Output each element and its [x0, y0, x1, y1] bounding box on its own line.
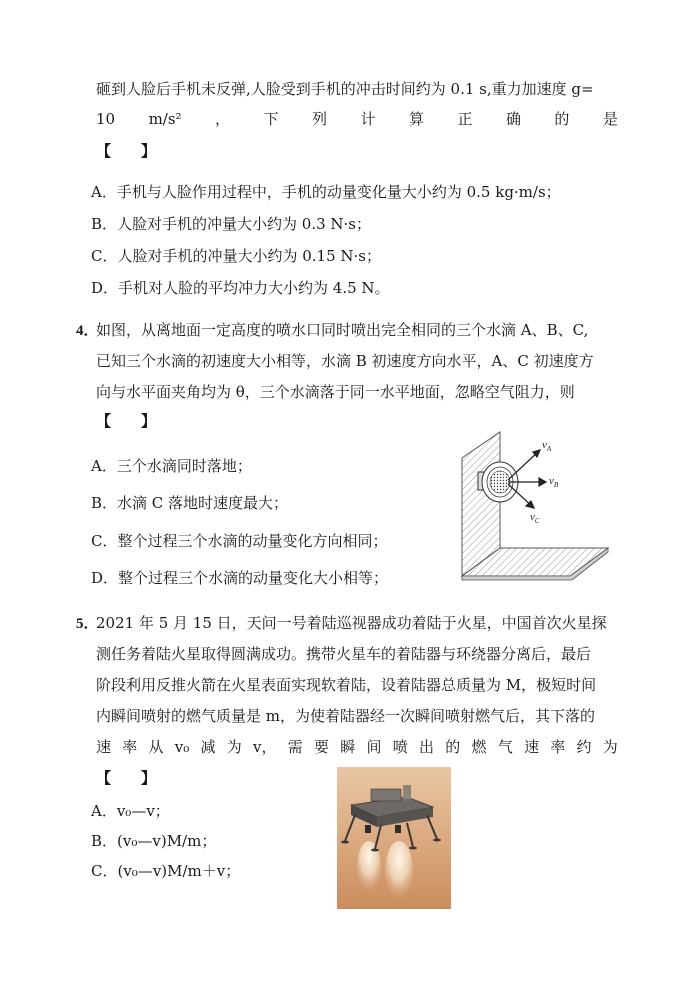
q3-part: 是 — [602, 110, 618, 128]
q5-part: 间 — [366, 738, 382, 756]
q5-part: 率 — [550, 738, 566, 756]
q4-option-a: A．三个水滴同时落地； — [91, 457, 252, 475]
q5-part: 速 — [523, 738, 539, 756]
q5-part: 速 — [96, 738, 112, 756]
mars-lander-image — [337, 767, 451, 909]
q4-line-1: 如图，从离地面一定高度的喷水口同时喷出完全相同的三个水滴 A、B、C, — [96, 321, 589, 339]
svg-text:vA — [542, 439, 552, 453]
q3-option-d: D．手机对人脸的平均冲力大小约为 4.5 N。 — [91, 279, 390, 297]
svg-text:vC — [530, 511, 540, 525]
q5-part: v， — [252, 738, 277, 756]
q5-line-5 — [96, 736, 618, 757]
q3-option-b: B．人脸对手机的冲量大小约为 0.3 N·s； — [91, 215, 372, 233]
label-vc: v — [530, 511, 535, 523]
q5-line-2: 测任务着陆火星取得圆满成功。携带火星车的着陆器与环绕器分离后，最后 — [96, 645, 592, 663]
label-va-sub: A — [546, 445, 552, 453]
q3-part: 列 — [312, 110, 328, 128]
q3-part: 算 — [408, 110, 424, 128]
q5-part: 需 — [287, 738, 303, 756]
q4-line-2: 已知三个水滴的初速度大小相等，水滴 B 初速度方向水平，A、C 初速度方 — [96, 352, 594, 370]
label-vc-sub: C — [534, 517, 540, 525]
label-vb-sub: B — [553, 481, 559, 489]
q3-line-1: 砸到人脸后手机未反弹,人脸受到手机的冲击时间约为 0.1 s,重力加速度 g= — [96, 80, 594, 98]
q5-part: 气 — [497, 738, 513, 756]
q5-part: 从 — [148, 738, 164, 756]
q5-part: 约 — [576, 738, 592, 756]
q3-part: 的 — [554, 110, 570, 128]
q3-part: 计 — [360, 110, 376, 128]
label-va: v — [542, 439, 547, 451]
q5-line-4: 内瞬间喷射的燃气质量是 m，为使着陆器经一次瞬间喷射燃气后，其下落的 — [96, 707, 595, 725]
q3-option-a: A．手机与人脸作用过程中，手机的动量变化量大小约为 0.5 kg·m/s； — [91, 183, 561, 201]
label-vb: v — [549, 475, 554, 487]
q5-part: v₀ — [174, 738, 190, 756]
q5-option-a: A．v₀—v； — [91, 802, 170, 820]
q5-part: 减 — [200, 738, 216, 756]
q5-line-1: 2021 年 5 月 15 日，天问一号着陆巡视器成功着陆于火星，中国首次火星探 — [96, 614, 607, 632]
q3-option-c: C．人脸对手机的冲量大小约为 0.15 N·s； — [91, 247, 382, 265]
q4-option-c: C．整个过程三个水滴的动量变化方向相同； — [91, 532, 388, 550]
q5-part: 瞬 — [340, 738, 356, 756]
q3-part: 下 — [263, 110, 279, 128]
q5-part: 的 — [445, 738, 461, 756]
q3-part: 正 — [457, 110, 473, 128]
q4-option-b: B．水滴 C 落地时速度最大； — [91, 494, 289, 512]
q5-part: 为 — [602, 738, 618, 756]
svg-text:vB — [549, 475, 559, 489]
q5-line-3: 阶段利用反推火箭在火星表面实现软着陆，设着陆器总质量为 M，极短时间 — [96, 676, 597, 694]
q3-line-2 — [96, 108, 618, 129]
q4-option-d: D．整个过程三个水滴的动量变化大小相等； — [91, 569, 389, 587]
q5-part: 率 — [122, 738, 138, 756]
q4-line-3: 向与水平面夹角均为 θ，三个水滴落于同一水平地面，忽略空气阻力，则 — [96, 383, 575, 401]
q5-part: 喷 — [392, 738, 408, 756]
q5-part: 要 — [313, 738, 329, 756]
q5-option-b: B．(v₀—v)M/m； — [91, 832, 217, 850]
q4-number: 4． — [76, 323, 99, 339]
q4-answer-bracket: 【 】 — [96, 412, 157, 430]
q5-part: 出 — [418, 738, 434, 756]
q5-answer-bracket: 【 】 — [96, 769, 157, 787]
q3-part: ， — [215, 110, 231, 128]
q3-answer-bracket: 【 】 — [96, 142, 157, 160]
q3-part: 10 — [96, 110, 116, 128]
q5-number: 5． — [76, 616, 99, 632]
q5-part: 为 — [226, 738, 242, 756]
q3-part: m/s² — [148, 110, 182, 128]
nozzle-figure — [460, 428, 610, 588]
q5-part: 燃 — [471, 738, 487, 756]
q3-part: 确 — [505, 110, 521, 128]
q5-option-c: C．(v₀—v)M/m＋v； — [91, 862, 241, 880]
